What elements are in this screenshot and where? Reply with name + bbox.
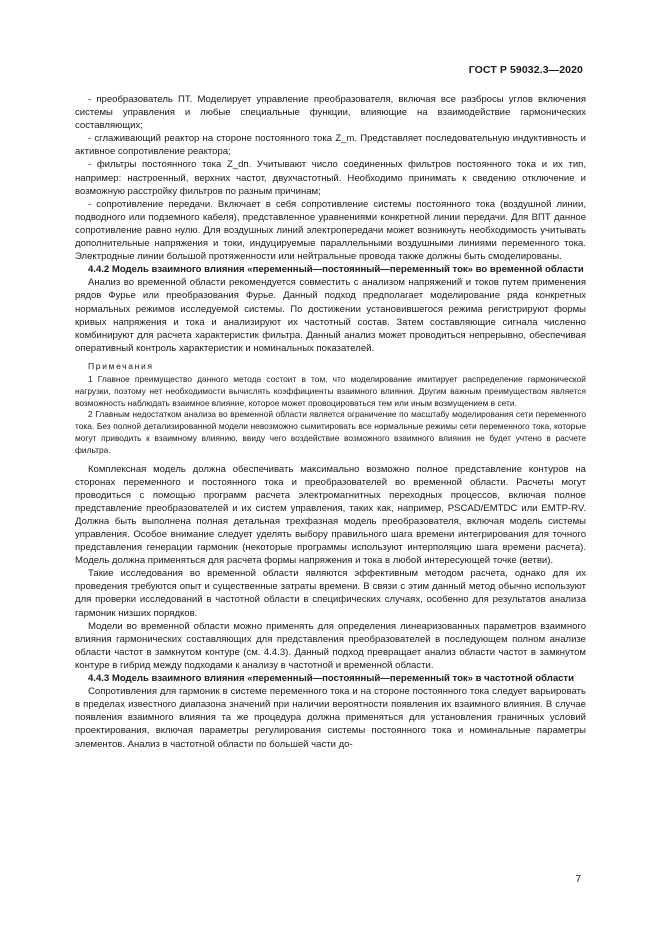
paragraph-converter: - преобразователь ПТ. Моделирует управление преобразователя, включая все разбросы углов включения системы управления и любые специальные функции, влияющие на взаимодействие гармонических составляющих; bbox=[75, 94, 586, 132]
page-number: 7 bbox=[575, 874, 581, 885]
paragraph-time-domain-studies: Такие исследования во временной области являются эффективным методом расчета, однако для их проведения требуются опыт и существенные затраты времени. В связи с этим данный метод обычно используют для проверки исследований в частотной области в специфических случаях, особенно для результатов анализа гармоник низших порядков. bbox=[75, 568, 586, 619]
standard-number: ГОСТ Р 59032.3—2020 bbox=[468, 64, 583, 76]
section-heading-4-4-3: 4.4.3 Модель взаимного влияния «переменный—постоянный—переменный ток» в частотной области bbox=[88, 673, 574, 685]
paragraph-transmission-impedance: - сопротивление передачи. Включает в себя сопротивление системы постоянного тока (воздушной линии, подводного или подземного кабеля), представленное уравнениями конкретной линии передачи. Для ВПТ данное сопротивление равно нулю. Для воздушных линий электропередачи может возникнуть необходимость учитывать дополнительные напряжения и токи, индуцируемые параллельными воздушными линиями переменного тока. Электродные линии большой протяженности или нейтральные провода также должны быть смоделированы. bbox=[75, 198, 586, 263]
note-1: 1 Главное преимущество данного метода состоит в том, что моделирование имитирует распределение гармонической нагрузки, поэтому нет необходимости вычислять коэффициенты взаимного влияния. Другим важным преимуществом является возможность наблюдать взаимное влияние, которое может провоцироваться тем или иным возмущением в сети. bbox=[75, 373, 586, 408]
paragraph-frequency-domain: Сопротивления для гармоник в системе переменного тока и на стороне постоянного тока следует варьировать в пределах известного диапазона значений при наличии вероятности появления их взаимного влияния. В случае появления взаимного влияния та же процедура должна применяться для установления граничных условий проектирования, включая параметры регулирования системы постоянного тока и номинальные параметры элементов. Анализ в частотной области по большей части до- bbox=[75, 686, 586, 750]
paragraph-smoothing-reactor: - сглаживающий реактор на стороне постоянного тока Z_m. Представляет последовательную индуктивность и активное сопротивление реактора; bbox=[75, 133, 586, 158]
note-2: 2 Главным недостатком анализа во временной области является ограничение по масштабу моделирования сети переменного тока. Без полной детализированной модели невозможно сымитировать все нормальные режимы сети переменного тока, которые могут приводить к взаимному влиянию, ввиду чего воздействие возможного взаимного влияния не будет учтено в расчете фильтра. bbox=[75, 409, 586, 455]
notes-title: Примечания bbox=[88, 360, 154, 371]
section-heading-4-4-2: 4.4.2 Модель взаимного влияния «переменный—постоянный—переменный ток» во временной области bbox=[88, 264, 584, 276]
paragraph-complex-model: Комплексная модель должна обеспечивать максимально возможно полное представление контуров на сторонах переменного и постоянного тока и преобразователей во временной области. Расчеты могут проводиться с помощью программ расчета электромагнитных переходных процессов, включая полное представление преобразователей и их систем управления, таких как, например, PSCAD/EMTDC или EMTP-RV. Должна быть выполнена полная детальная трехфазная модель преобразователя, включая модель системы управления. Особое внимание следует уделять выбору правильного шага времени интегрирования для точного представления генерации гармоник (некоторые программы используют интерполяцию шага времени расчета). Модель должна применяться для расчета формы напряжения и тока в любой интересующей точке (ветви). bbox=[75, 463, 586, 567]
paragraph-linearized-parameters: Модели во временной области можно применять для определения линеаризованных параметров взаимного влияния гармонических составляющих для представления преобразователей в последующем полном анализе области частот в замкнутом контуре (см. 4.4.3). Данный подход превращает анализ области частот в замкнутом контуре в гибрид между подходами к анализу в частотной и временной области. bbox=[75, 620, 586, 671]
paragraph-dc-filters: - фильтры постоянного тока Z_dп. Учитывают число соединенных фильтров постоянного тока и их тип, например: настроенный, верхних частот, двухчастотный. Необходимо принимать к сведению отключение и возможную расстройку фильтров по разным причинам; bbox=[75, 159, 586, 197]
paragraph-time-domain-analysis: Анализ во временной области рекомендуется совместить с анализом напряжений и токов путем применения рядов Фурье или преобразования Фурье. Данный подход предполагает моделирование ряда конкретных нормальных режимов исследуемой системы. По достижении установившегося режима регистрируют формы кривых напряжения и тока и анализируют их частотный состав. Затем составляющие сигнала численно комбинируют для расчета характеристик фильтра. Данный анализ может проводиться непрерывно, обеспечивая оперативный контроль характеристик и номинальных показателей. bbox=[75, 277, 586, 354]
page-body bbox=[75, 93, 586, 751]
